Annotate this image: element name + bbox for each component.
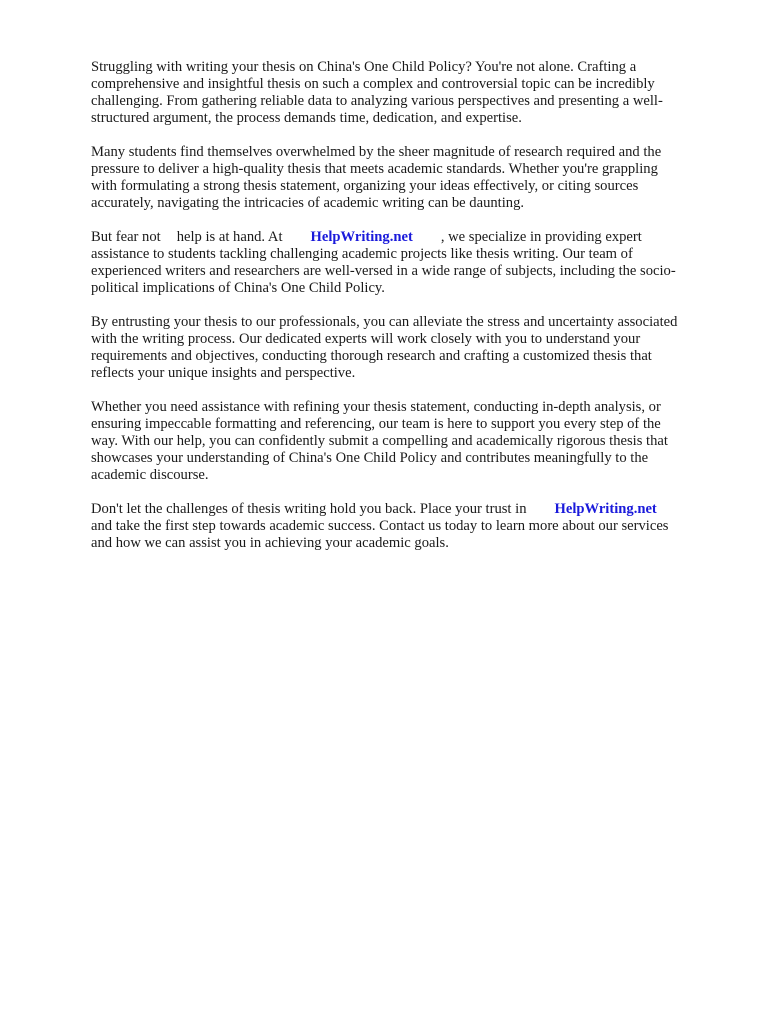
paragraph-offer-text-b: help is at hand. At [176, 229, 283, 245]
paragraph-assistance: Whether you need assistance with refining your thesis statement, conducting in-depth analysis, or ensuring impeccable formatting and referencing, our team is here to support you every step of the way. With our help, you can confidently submit a compelling and academically rigorous thesis that showcases your understanding of China's One Child Policy and contributes meaningfully to the academic discourse. [91, 399, 668, 483]
paragraph-intro: Struggling with writing your thesis on China's One Child Policy? You're not alone. Crafting a comprehensive and insightful thesis on such a complex and controversial topic can be incredibly challenging. From gathering reliable data to analyzing various perspectives and presenting a well- structured argument, the process demands time, dedication, and expertise. [91, 59, 663, 126]
paragraph-closing [91, 501, 717, 552]
helpwriting-link-closing[interactable]: HelpWriting.net [554, 501, 657, 517]
paragraph-challenges: Many students find themselves overwhelmed by the sheer magnitude of research required and the pressure to deliver a high-quality thesis that meets academic standards. Whether you're grappling with formulating a strong thesis statement, organizing your ideas effectively, or citing sources accurately, navigating the intricacies of academic writing can be daunting. [91, 144, 662, 211]
paragraph-entrust: By entrusting your thesis to our professionals, you can alleviate the stress and uncertainty associated with the writing process. Our dedicated experts will work closely with you to understand your requirements and objectives, conducting thorough research and crafting a customized thesis that reflects your unique insights and perspective. [91, 314, 678, 381]
paragraph-offer-text-c: , we specialize in providing expert assistance to students tackling challenging academic projects like thesis writing. Our team of experienced writers and researchers are well-versed in a wide range of subjects, including the socio- political implications of China's One Child Policy. [91, 229, 676, 296]
paragraph-offer [91, 229, 717, 297]
paragraph-closing-text-a: Don't let the challenges of thesis writing hold you back. Place your trust in [91, 501, 527, 517]
paragraph-offer-text-a: But fear not [91, 229, 161, 245]
paragraph-closing-text-b: and take the first step towards academic success. Contact us today to learn more about our services and how we can assist you in achieving your academic goals. [91, 518, 669, 551]
document-body [91, 59, 717, 569]
helpwriting-link[interactable]: HelpWriting.net [310, 229, 413, 245]
